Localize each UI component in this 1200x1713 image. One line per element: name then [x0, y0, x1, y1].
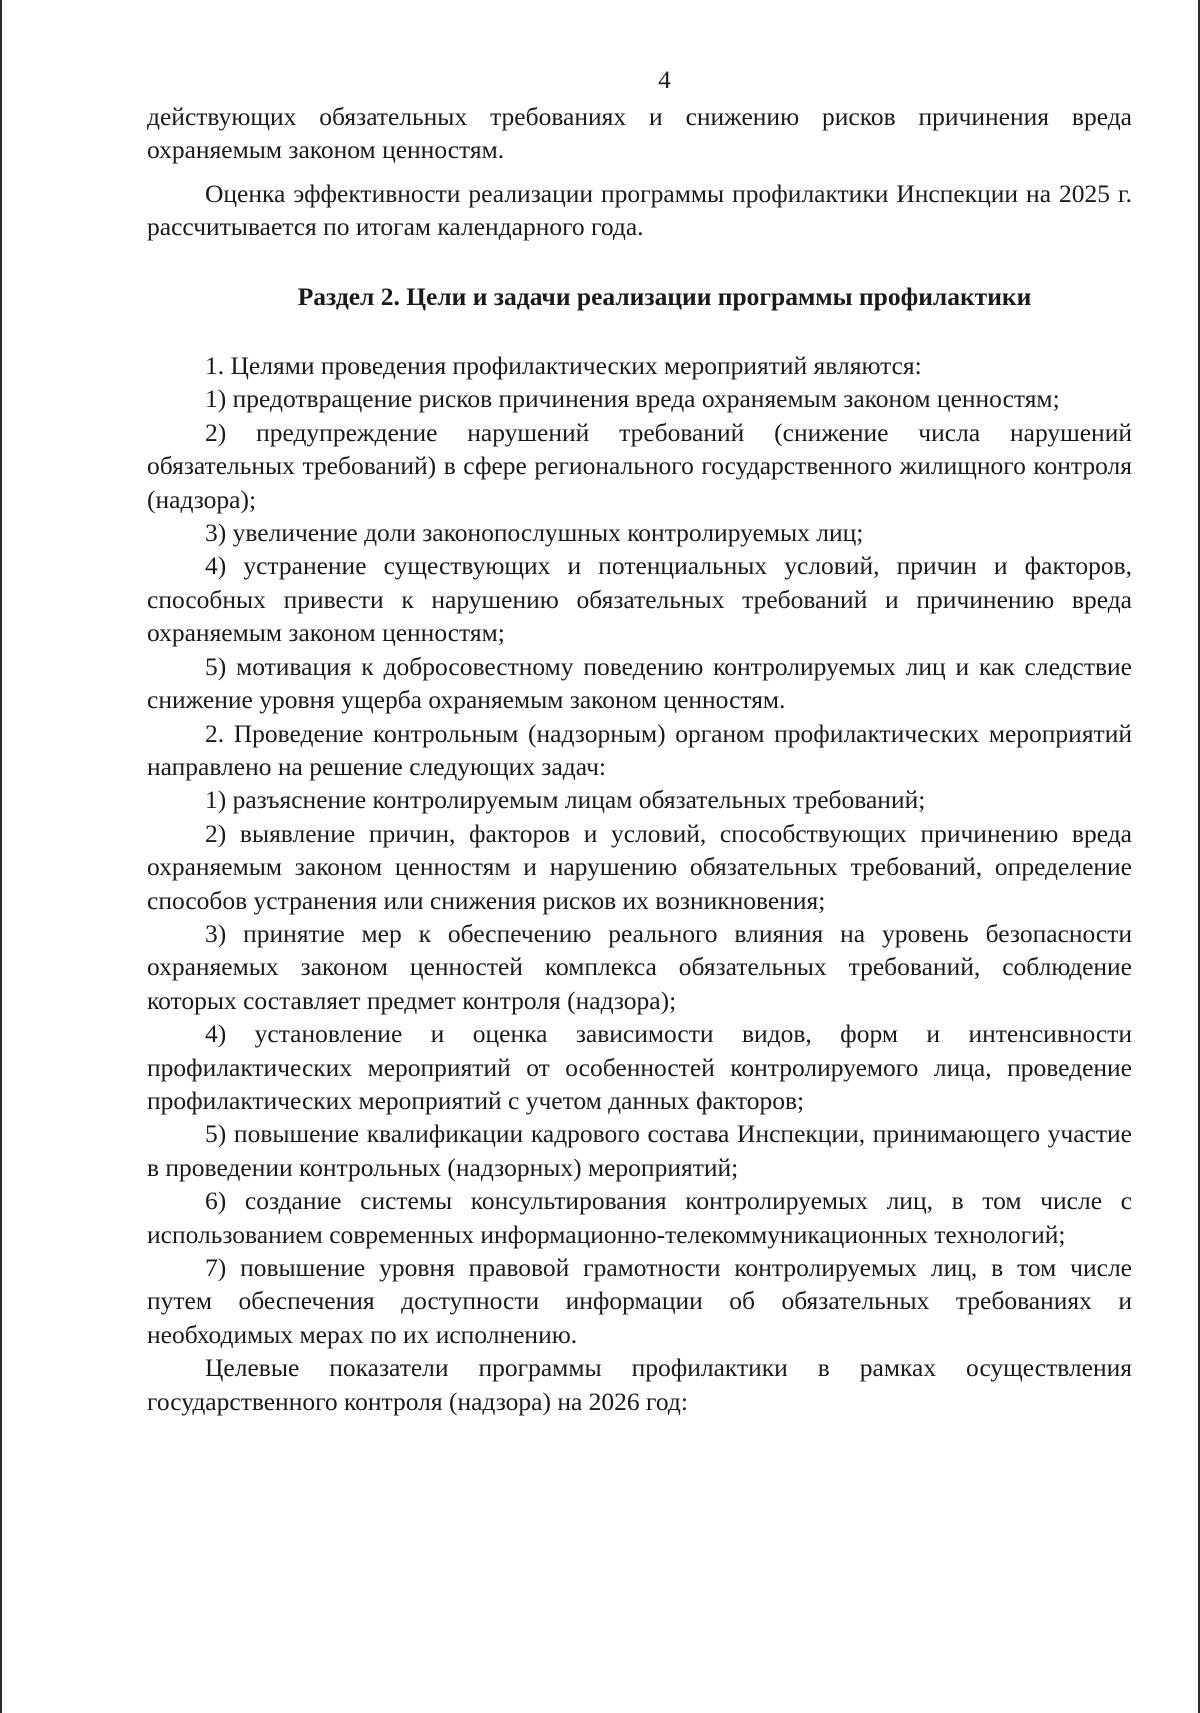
document-body — [147, 60, 1132, 1418]
task-item-1: 1) разъяснение контролируемым лицам обязательных требований; — [205, 785, 926, 815]
goal-item-2: 2) предупреждение нарушений требований (снижение числа нарушений обязательных требований) в сфере регионального государственного жилищного контроля (надзора); — [147, 417, 1132, 514]
page-number: 4 — [658, 65, 671, 94]
task-item-6: 6) создание системы консультирования контролируемых лиц, в том числе с использованием современных информационно-телекоммуникационных технологий; — [147, 1186, 1132, 1249]
tasks-intro: 2. Проведение контрольным (надзорным) органом профилактических мероприятий направлено на решение следующих задач: — [147, 718, 1132, 781]
goal-item-3: 3) увеличение доли законопослушных контролируемых лиц; — [205, 518, 864, 548]
task-item-2: 2) выявление причин, факторов и условий, способствующих причинению вреда охраняемым законом ценностям и нарушению обязательных требований, определение способов устранения или снижения рисков их возникновения; — [147, 818, 1132, 915]
task-item-4: 4) установление и оценка зависимости видов, форм и интенсивности профилактических мероприятий от особенностей контролируемого лица, проведение профилактических мероприятий с учетом данных факторов; — [147, 1019, 1132, 1115]
goal-item-1: 1) предотвращение рисков причинения вреда охраняемым законом ценностям; — [205, 384, 1060, 414]
task-item-5: 5) повышение квалификации кадрового состава Инспекции, принимающего участие в проведении контрольных (надзорных) мероприятий; — [147, 1119, 1132, 1182]
section-heading: Раздел 2. Цели и задачи реализации программы профилактики — [297, 281, 1032, 311]
goals-intro: 1. Целями проведения профилактических мероприятий являются: — [205, 351, 922, 381]
evaluation-paragraph: Оценка эффективности реализации программы профилактики Инспекции на 2025 г. рассчитывается по итогам календарного года. — [147, 178, 1132, 242]
intro-continuation: действующих обязательных требованиях и снижению рисков причинения вреда охраняемым законом ценностям. — [147, 102, 1132, 165]
targets-intro: Целевые показатели программы профилактики в рамках осуществления государственного контроля (надзора) на 2026 год: — [147, 1353, 1132, 1416]
goal-item-5: 5) мотивация к добросовестному поведению контролируемых лиц и как следствие снижение уровня ущерба охраняемым законом ценностям. — [147, 651, 1132, 715]
goal-item-4: 4) устранение существующих и потенциальных условий, причин и факторов, способных привести к нарушению обязательных требований и причинению вреда охраняемым законом ценностям; — [147, 551, 1132, 648]
task-item-7: 7) повышение уровня правовой грамотности контролируемых лиц, в том числе путем обеспечения доступности информации об обязательных требованиях и необходимых мерах по их исполнению. — [147, 1253, 1132, 1349]
task-item-3: 3) принятие мер к обеспечению реального влияния на уровень безопасности охраняемых законом ценностей комплекса обязательных требований, соблюдение которых составляет предмет контроля (надзора); — [147, 918, 1132, 1015]
